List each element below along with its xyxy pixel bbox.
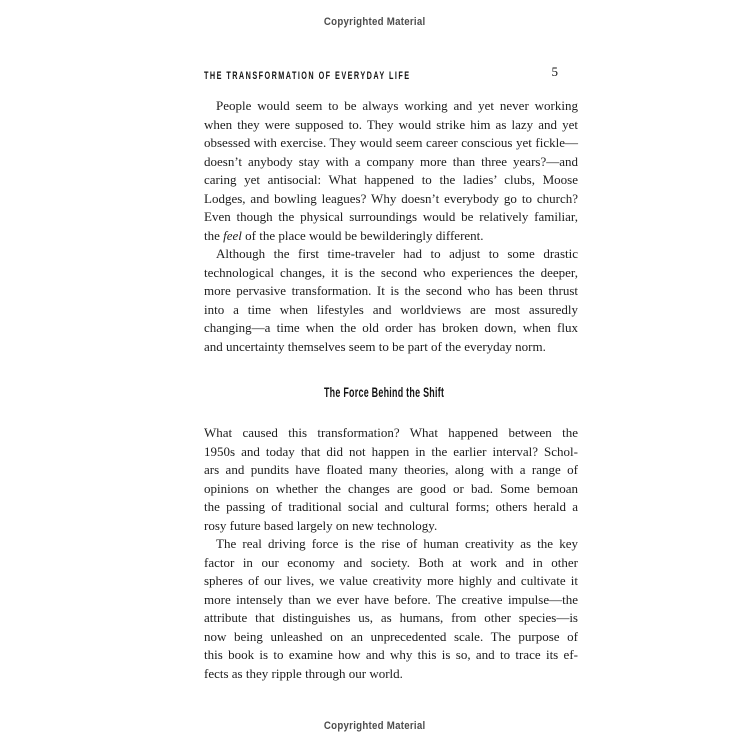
text-line: changing—a time when the old order has broken down, when flux bbox=[204, 320, 578, 335]
running-header-title: THE TRANSFORMATION OF EVERYDAY LIFE bbox=[204, 70, 411, 82]
body-text-block-2 bbox=[204, 424, 578, 683]
copyright-notice-top bbox=[0, 16, 750, 28]
text-line: What caused this transformation? What happened between the bbox=[204, 425, 578, 440]
text-line: this book is to examine how and why this is so, and to trace its ef- bbox=[204, 647, 578, 662]
text-line: now being unleashed on an unprecedented scale. The purpose of bbox=[204, 628, 578, 644]
text-line: ars and pundits have floated many theories, along with a range of bbox=[204, 462, 578, 477]
text-line: rosy future based largely on new technology. bbox=[204, 517, 438, 533]
copyright-notice-top-label: Copyrighted Material bbox=[324, 16, 426, 28]
text-line: attribute that distinguishes us, as humans, from other species—is bbox=[204, 610, 578, 625]
text-line: 1950s and today that did not happen in the earlier interval? Schol- bbox=[204, 443, 578, 459]
body-text-block-1 bbox=[204, 97, 578, 356]
running-header bbox=[204, 66, 517, 80]
section-heading bbox=[204, 384, 578, 402]
text-line: The real driving force is the rise of human creativity as the key bbox=[216, 536, 578, 551]
text-line: Although the first time-traveler had to adjust to some drastic bbox=[216, 246, 578, 261]
text-line: into a time when lifestyles and worldviews are most assuredly bbox=[204, 301, 578, 317]
text-line: fects as they ripple through our world. bbox=[204, 665, 403, 681]
text-line: the feel of the place would be bewilderingly different. bbox=[204, 227, 484, 243]
text-line: technological changes, it is the second who experiences the deeper, bbox=[204, 264, 578, 280]
section-heading-label: The Force Behind the Shift bbox=[323, 385, 445, 400]
text-line: the passing of traditional social and cultural forms; others herald a bbox=[204, 499, 578, 514]
text-line: more intensely than we ever have before. The creative impulse—the bbox=[204, 591, 578, 607]
text-line: spheres of our lives, we value creativity more highly and cultivate it bbox=[204, 573, 578, 588]
text-line: and uncertainty themselves seem to be part of the everyday norm. bbox=[204, 338, 546, 354]
text-line: opinions on whether the changes are good or bad. Some bemoan bbox=[204, 480, 578, 496]
text-line: People would seem to be always working and yet never working bbox=[216, 98, 578, 113]
copyright-notice-bottom bbox=[0, 720, 750, 732]
text-line: factor in our economy and society. Both at work and in other bbox=[204, 554, 578, 570]
text-line: more pervasive transformation. It is the second who has been thrust bbox=[204, 283, 578, 298]
page-number: 5 bbox=[551, 64, 558, 79]
text-line: Lodges, and bowling leagues? Why doesn’t everybody go to church? bbox=[204, 190, 578, 206]
text-line: caring yet antisocial: What happened to the ladies’ clubs, Moose bbox=[204, 172, 578, 187]
copyright-notice-bottom-label: Copyrighted Material bbox=[324, 720, 426, 732]
text-line: when they were supposed to. They would strike him as lazy and yet bbox=[204, 116, 578, 132]
text-line: obsessed with exercise. They would seem career conscious yet fickle— bbox=[204, 135, 578, 150]
text-line: Even though the physical surroundings would be relatively familiar, bbox=[204, 209, 578, 224]
text-line: doesn’t anybody stay with a company more than three years?—and bbox=[204, 153, 578, 169]
